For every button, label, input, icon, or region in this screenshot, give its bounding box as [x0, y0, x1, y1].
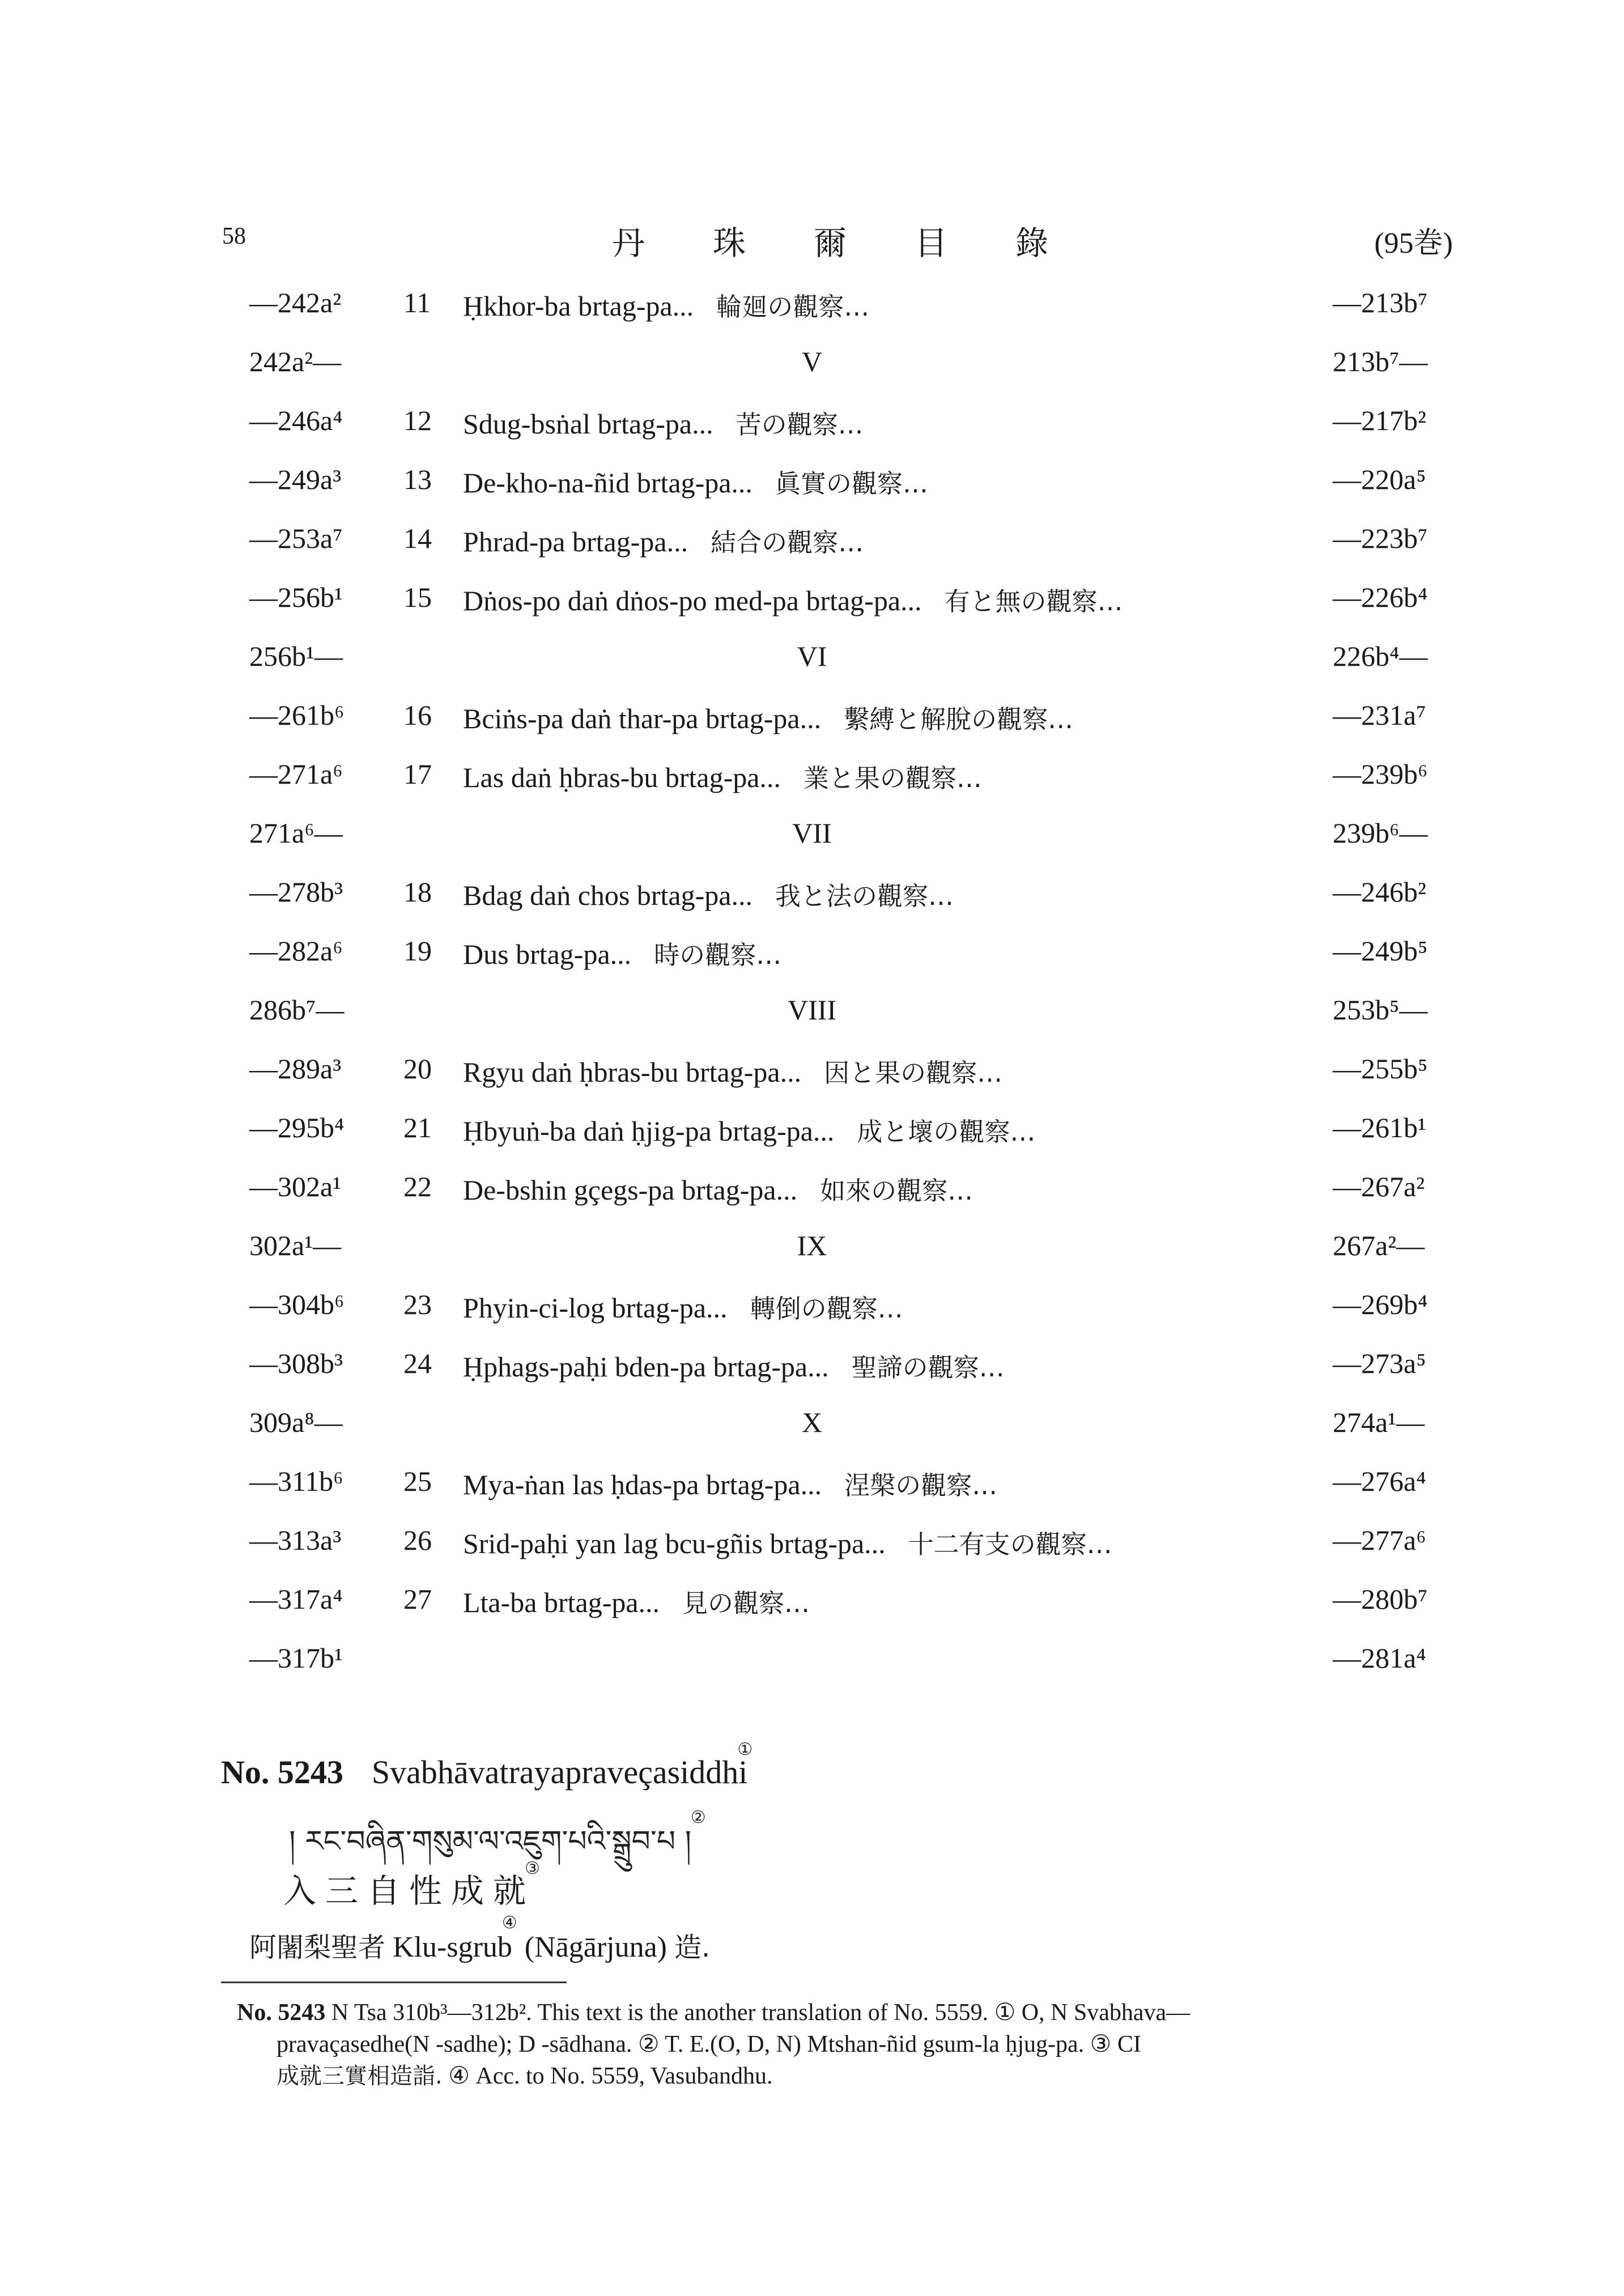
chapter-title: [463, 758, 982, 794]
folio-right: —239b⁶: [1333, 758, 1428, 790]
chapter-title-japanese: 轉倒の觀察…: [750, 1294, 903, 1324]
chapter-title-tibetan: Rgyu daṅ ḥbras-bu brtag-pa...: [463, 1056, 802, 1088]
chapter-number: 14: [403, 522, 432, 554]
chapter-title-japanese: 涅槃の觀察…: [844, 1470, 998, 1500]
chapter-title-tibetan: Dṅos-po daṅ dṅos-po med-pa brtag-pa...: [463, 585, 922, 616]
table-row: [0, 286, 1624, 345]
chapter-title: [463, 1052, 1002, 1089]
chapter-title: [463, 522, 864, 559]
chapter-title: [463, 875, 954, 912]
footnote-rule: [221, 1982, 567, 1983]
chapter-title-tibetan: Dus brtag-pa...: [463, 938, 632, 970]
section-label: V: [801, 346, 823, 377]
section-label: VIII: [787, 994, 837, 1026]
folio-right: —281a⁴: [1333, 1642, 1426, 1674]
table-row: [0, 463, 1624, 522]
chapter-title-japanese: 成と壞の觀察…: [857, 1117, 1036, 1147]
author-suffix: 造.: [674, 1932, 711, 1963]
table-row: [0, 1465, 1624, 1524]
table-row: [0, 1288, 1624, 1347]
folio-left: 256b¹—: [249, 640, 343, 672]
chapter-title: [463, 1111, 1035, 1148]
folio-right: —269b⁴: [1333, 1289, 1428, 1320]
table-row: [0, 1111, 1624, 1170]
chapter-title: [463, 463, 928, 500]
volume-label: (95巻): [1374, 227, 1453, 260]
folio-right: —261b¹: [1333, 1112, 1426, 1143]
folio-right: —223b⁷: [1333, 522, 1428, 554]
chapter-title-tibetan: Phrad-pa brtag-pa...: [463, 526, 688, 558]
chapter-title-japanese: 聖諦の觀察…: [851, 1353, 1005, 1383]
folio-right: —226b⁴: [1333, 581, 1428, 613]
chapter-title-japanese: 業と果の觀察…: [803, 763, 982, 793]
folio-right: 274a¹—: [1333, 1406, 1425, 1438]
folio-left: —295b⁴: [249, 1112, 345, 1143]
chapter-title-tibetan: Srid-paḥi yan lag bcu-gñis brtag-pa...: [463, 1528, 886, 1559]
folio-right: —246b²: [1333, 876, 1426, 908]
chapter-number: 25: [403, 1465, 432, 1497]
table-row: [0, 581, 1624, 640]
chapter-title-japanese: 結合の觀察…: [711, 528, 864, 558]
table-row: [0, 1170, 1624, 1229]
entry-heading: [221, 1740, 753, 1791]
chapter-title: [463, 286, 869, 323]
section-row: [0, 993, 1624, 1052]
folio-left: —282a⁶: [249, 935, 343, 967]
tibetan-text: ། རང་བཞིན་གསུམ་ལ་འཇུག་པའི་སྒྲུབ་པ །: [289, 1825, 701, 1859]
folio-left: —308b³: [249, 1347, 343, 1379]
chapter-title-japanese: 輪廻の觀察…: [716, 292, 870, 322]
note-marker-1: ①: [737, 1740, 753, 1759]
chapter-title-tibetan: De-kho-na-ñid brtag-pa...: [463, 467, 753, 499]
chapter-number: 17: [403, 758, 432, 790]
chapter-title: [463, 1288, 903, 1325]
folio-right: —249b⁵: [1333, 935, 1428, 967]
folio-right: —280b⁷: [1333, 1583, 1428, 1615]
chapter-title-tibetan: Ḥbyuṅ-ba daṅ ḥjig-pa brtag-pa...: [463, 1115, 835, 1147]
folio-left: —253a⁷: [249, 522, 343, 554]
chapter-title: [463, 581, 1123, 618]
chapter-number: 23: [403, 1289, 432, 1320]
section-label: VI: [797, 640, 827, 672]
table-row: [0, 1347, 1624, 1406]
chapter-number: 13: [403, 464, 432, 495]
folio-left: —317b¹: [249, 1642, 343, 1674]
chapter-title-tibetan: De-bshin gçegs-pa brtag-pa...: [463, 1174, 798, 1206]
chapter-title-japanese: 十二有支の觀察…: [908, 1529, 1112, 1559]
folio-left: —246a⁴: [249, 405, 343, 436]
note-marker-2: ②: [690, 1808, 706, 1827]
chapter-number: 26: [403, 1524, 432, 1556]
chapter-title-tibetan: Mya-ṅan las ḥdas-pa brtag-pa...: [463, 1469, 822, 1500]
chapter-title-japanese: 繫縛と解脫の觀察…: [844, 704, 1074, 734]
entry-number: No. 5243: [221, 1754, 343, 1791]
chapter-number: 19: [403, 935, 432, 967]
folio-left: 309a⁸—: [249, 1406, 343, 1438]
note-marker-4: ④: [501, 1913, 517, 1933]
chapter-title-japanese: 眞實の觀察…: [775, 469, 928, 499]
chapter-title-tibetan: Bciṅs-pa daṅ thar-pa brtag-pa...: [463, 703, 822, 734]
folio-left: 302a¹—: [249, 1230, 342, 1261]
footnote-line-3-jp: 成就三實相造詣.: [277, 2063, 443, 2089]
table-row: [0, 934, 1624, 993]
chapter-title-japanese: 因と果の觀察…: [824, 1058, 1003, 1088]
chapter-title: [463, 1524, 1112, 1561]
folio-left: —302a¹: [249, 1171, 342, 1202]
chapter-title-tibetan: Lta-ba brtag-pa...: [463, 1587, 660, 1618]
folio-right: 253b⁵—: [1333, 994, 1428, 1026]
table-row: [0, 758, 1624, 817]
section-row: [0, 1229, 1624, 1288]
chapter-title: [463, 699, 1073, 735]
folio-left: 271a⁶—: [249, 817, 343, 849]
chapter-title-tibetan: Bdag daṅ chos brtag-pa...: [463, 879, 753, 911]
folio-left: —278b³: [249, 876, 343, 908]
chapter-title-japanese: 見の觀察…: [682, 1588, 810, 1618]
chapter-number: 11: [403, 287, 431, 318]
chapter-title-tibetan: Phyin-ci-log brtag-pa...: [463, 1292, 728, 1324]
chapter-title-tibetan: Ḥphags-paḥi bden-pa brtag-pa...: [463, 1351, 829, 1383]
chapter-title: [463, 404, 864, 441]
chapter-title-tibetan: Las daṅ ḥbras-bu brtag-pa...: [463, 762, 781, 793]
chapter-title: [463, 934, 781, 971]
folio-right: 226b⁴—: [1333, 640, 1428, 672]
page-number: 58: [222, 223, 246, 249]
folio-left: —256b¹: [249, 581, 343, 613]
entry-chinese-title: [283, 1859, 549, 1912]
section-label: VII: [792, 817, 832, 849]
chapter-title-japanese: 苦の觀察…: [736, 410, 864, 440]
entry-sanskrit-title: Svabhāvatrayapraveçasiddhi: [371, 1754, 748, 1791]
table-row: [0, 1642, 1624, 1700]
section-row: [0, 1406, 1624, 1465]
folio-left: —311b⁶: [249, 1465, 343, 1497]
folio-left: —261b⁶: [249, 699, 345, 731]
chapter-title: [463, 1465, 997, 1502]
chapter-title-japanese: 我と法の觀察…: [775, 881, 954, 911]
folio-right: —213b⁷: [1333, 287, 1428, 318]
folio-right: —217b²: [1333, 405, 1426, 436]
author-name: Klu-sgrub: [393, 1931, 512, 1963]
table-row: [0, 875, 1624, 934]
folio-right: —255b⁵: [1333, 1053, 1428, 1085]
page-title: 丹珠爾目錄: [612, 225, 1117, 262]
footnote-line-2: pravaçasedhe(N -sadhe); D -sādhana. ② T. E.(O, D, N) Mtshan-ñid gsum-la ḥjug-pa. ③ CI: [277, 2031, 1141, 2057]
section-row: [0, 817, 1624, 875]
folio-left: —271a⁶: [249, 758, 343, 790]
folio-left: —249a³: [249, 464, 342, 495]
folio-right: 213b⁷—: [1333, 346, 1428, 377]
folio-right: —231a⁷: [1333, 699, 1426, 731]
chapter-number: 16: [403, 699, 432, 731]
chapter-title-tibetan: Sdug-bsṅal brtag-pa...: [463, 408, 713, 440]
chapter-number: 21: [403, 1112, 432, 1143]
table-row: [0, 1524, 1624, 1583]
chapter-title: [463, 1347, 1005, 1384]
chapter-number: 20: [403, 1053, 432, 1085]
note-marker-3: ③: [525, 1859, 549, 1878]
chapter-title-japanese: 有と無の觀察…: [944, 586, 1123, 616]
entry-author: [249, 1913, 711, 1965]
footnote-label: No. 5243: [237, 2000, 326, 2026]
chapter-number: 24: [403, 1347, 432, 1379]
author-sanskrit: (Nāgārjuna): [524, 1931, 667, 1963]
section-label: IX: [797, 1230, 827, 1261]
folio-right: —220a⁵: [1333, 464, 1426, 495]
folio-right: —273a⁵: [1333, 1347, 1426, 1379]
folio-left: —304b⁶: [249, 1289, 345, 1320]
folio-right: 239b⁶—: [1333, 817, 1428, 849]
chapter-title: [463, 1170, 973, 1207]
folio-right: —276a⁴: [1333, 1465, 1426, 1497]
folio-left: 286b⁷—: [249, 994, 345, 1026]
table-row: [0, 404, 1624, 463]
folio-right: —277a⁶: [1333, 1524, 1426, 1556]
chapter-number: 27: [403, 1583, 432, 1615]
chapter-title: [463, 1583, 810, 1619]
table-row: [0, 1583, 1624, 1642]
section-row: [0, 640, 1624, 699]
section-label: X: [801, 1406, 823, 1438]
chapter-number: 18: [403, 876, 432, 908]
folio-left: 242a²—: [249, 346, 342, 377]
author-prefix: 阿闍梨聖者: [249, 1932, 386, 1963]
chapter-title-japanese: 如來の觀察…: [820, 1176, 973, 1206]
footnote-line-1: N Tsa 310b³—312b². This text is the another translation of No. 5559. ① O, N Svabhava—: [331, 2000, 1191, 2026]
chapter-title-tibetan: Ḥkhor-ba brtag-pa...: [463, 290, 694, 322]
chapter-title-japanese: 時の觀察…: [654, 940, 782, 970]
folio-left: —242a²: [249, 287, 342, 318]
folio-left: —313a³: [249, 1524, 342, 1556]
chapter-number: 12: [403, 405, 432, 436]
section-row: [0, 345, 1624, 404]
footnote: [237, 1997, 1461, 2092]
folio-left: —317a⁴: [249, 1583, 343, 1615]
folio-left: —289a³: [249, 1053, 342, 1085]
folio-right: —267a²: [1333, 1171, 1425, 1202]
chapter-number: 15: [403, 581, 432, 613]
table-row: [0, 699, 1624, 758]
footnote-line-3-rest: ④ Acc. to No. 5559, Vasubandhu.: [442, 2063, 773, 2089]
chinese-text: 入三自性成就: [283, 1872, 535, 1910]
chapter-number: 22: [403, 1171, 432, 1202]
table-row: [0, 1052, 1624, 1111]
table-row: [0, 522, 1624, 581]
folio-right: 267a²—: [1333, 1230, 1425, 1261]
